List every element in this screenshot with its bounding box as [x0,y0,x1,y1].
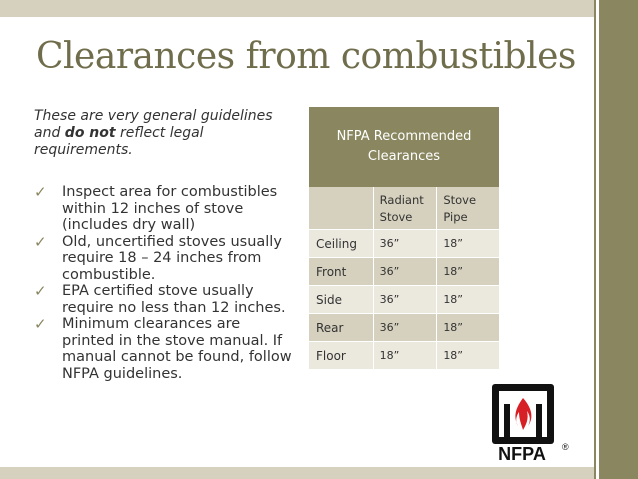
bullet-item [34,283,292,316]
bullet-text: EPA certified stove usually require no less than 12 inches. [62,283,286,316]
checkmark-icon: ✓ [34,315,47,333]
col-header-radiant-stove [373,187,437,229]
checkmark-icon: ✓ [34,282,47,300]
bullet-item [34,184,292,234]
stove-pipe-cell: 18” [436,342,499,369]
bullet-item [34,316,292,382]
table-header-line2: Clearances [367,149,441,164]
table-row [309,258,499,286]
stove-pipe-cell: 18” [436,286,499,313]
checkmark-icon: ✓ [34,232,47,251]
table-row [309,230,499,258]
row-label: Front [316,264,347,279]
radiant-stove-cell: 36” [373,286,437,313]
bullet-text: Minimum clearances are printed in the stove manual. If manual cannot be found, follow NFPA guidelines. [62,316,292,382]
bullet-item [34,234,292,284]
table-header-line1: NFPA Recommended [336,129,472,144]
checkmark-icon: ✓ [34,183,47,201]
radiant-stove-cell: 36” [373,230,437,257]
right-divider-line [594,0,596,479]
right-decorative-band [599,0,638,479]
col1-line1: Radiant [379,193,424,207]
bullet-text: Old, uncertified stoves usually require 18 – 24 inches from combustible. [62,233,282,283]
registered-mark: ® [562,442,569,452]
intro-part2: reflect legal requirements. [34,125,204,158]
col2-line1: Stove [443,193,477,207]
intro-emphasis: do not [64,125,116,141]
table-row [309,314,499,342]
col1-line2: Stove [379,210,413,224]
stove-pipe-cell: 18” [436,258,499,285]
row-label: Floor [316,348,346,363]
table-header [309,107,499,187]
empty-header-cell [309,187,373,229]
bullet-text: Inspect area for combustibles within 12 inches of stove (includes dry wall) [62,184,278,233]
slide-title: Clearances from combustibles [36,36,576,77]
bullet-list [34,184,292,382]
radiant-stove-cell: 36” [373,258,437,285]
radiant-stove-cell: 36” [373,314,437,341]
table-row [309,342,499,370]
logo-right-bar [536,404,542,437]
col2-line2: Pipe [443,210,468,224]
row-label: Ceiling [316,236,357,251]
row-label: Rear [316,320,344,335]
nfpa-logo [488,382,574,468]
stove-pipe-cell: 18” [436,230,499,257]
clearances-table [309,107,499,370]
intro-part1: These are very general guidelines and [34,108,273,141]
col-header-stove-pipe [436,187,499,229]
stove-pipe-cell: 18” [436,314,499,341]
bottom-decorative-band [0,467,594,479]
table-row [309,286,499,314]
table-column-header-row [309,187,499,230]
logo-left-bar [504,404,510,437]
logo-text: NFPA [498,444,546,464]
intro-text [34,108,284,159]
radiant-stove-cell: 18” [373,342,437,369]
top-decorative-band [0,0,594,17]
row-label: Side [316,292,342,307]
